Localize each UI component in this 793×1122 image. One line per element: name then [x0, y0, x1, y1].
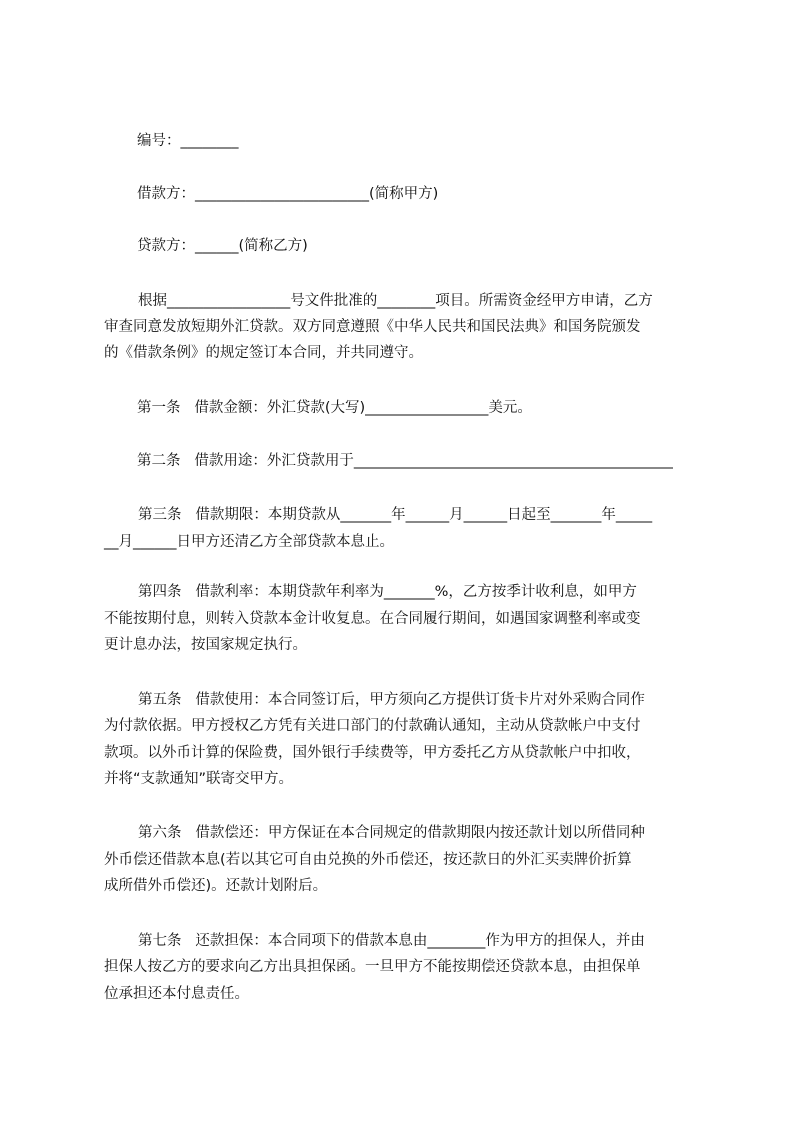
article-5-line-4: 并将“支款通知”联寄交甲方。 [104, 771, 294, 787]
article-6-line-2: 外币偿还借款本息(若以其它可自由兑换的外币偿还，按还款日的外汇买卖牌价折算 [104, 852, 632, 868]
article-4-line-1: 第四条 借款利率：本期贷款年利率为_______%，乙方按季计收利息，如甲方 [138, 584, 637, 600]
article-5-line-3: 款项。以外币计算的保险费，国外银行手续费等，甲方委托乙方从贷款帐户中扣收， [104, 745, 641, 761]
article-5-line-1: 第五条 借款使用：本合同签订后，甲方须向乙方提供订货卡片对外采购合同作 [138, 692, 645, 708]
article-7-line-2: 担保人按乙方的要求向乙方出具担保函。一旦甲方不能按期偿还贷款本息，由担保单 [104, 959, 641, 975]
article-4-line-3: 更计息办法，按国家规定执行。 [104, 637, 307, 653]
contract-number-line: 编号：________ [137, 133, 239, 149]
article-2-purpose: 第二条 借款用途：外汇贷款用于____________________________________________ [137, 453, 673, 469]
intro-line-2: 审查同意发放短期外汇贷款。双方同意遵照《中华人民共和国民法典》和国务院颁发 [104, 319, 641, 335]
borrower-line: 借款方：________________________(简称甲方) [137, 186, 439, 202]
article-3-line-1: 第三条 借款期限：本期贷款从_______年______月______日起至_______年_____ [138, 507, 653, 523]
article-6-line-1: 第六条 借款偿还：甲方保证在本合同规定的借款期限内按还款计划以所借同种 [138, 825, 645, 841]
article-3-line-2: __月______日甲方还清乙方全部贷款本息止。 [104, 534, 394, 550]
intro-line-1: 根据_________________号文件批准的________项目。所需资金经甲方申请，乙方 [138, 293, 653, 309]
lender-line: 贷款方：______(简称乙方) [137, 238, 308, 254]
article-4-line-2: 不能按期付息，则转入贷款本金计收复息。在合同履行期间，如遇国家调整利率或变 [104, 611, 641, 627]
article-6-line-3: 成所借外币偿还)。还款计划附后。 [104, 878, 328, 894]
article-1-amount: 第一条 借款金额：外汇贷款(大写)_________________美元。 [137, 400, 532, 416]
article-7-line-1: 第七条 还款担保：本合同项下的借款本息由________作为甲方的担保人，并由 [138, 933, 645, 949]
intro-line-3: 的《借款条例》的规定签订本合同，并共同遵守。 [104, 345, 423, 361]
article-7-line-3: 位承担还本付息责任。 [104, 986, 249, 1002]
article-5-line-2: 为付款依据。甲方授权乙方凭有关进口部门的付款确认通知，主动从贷款帐户中支付 [104, 718, 641, 734]
